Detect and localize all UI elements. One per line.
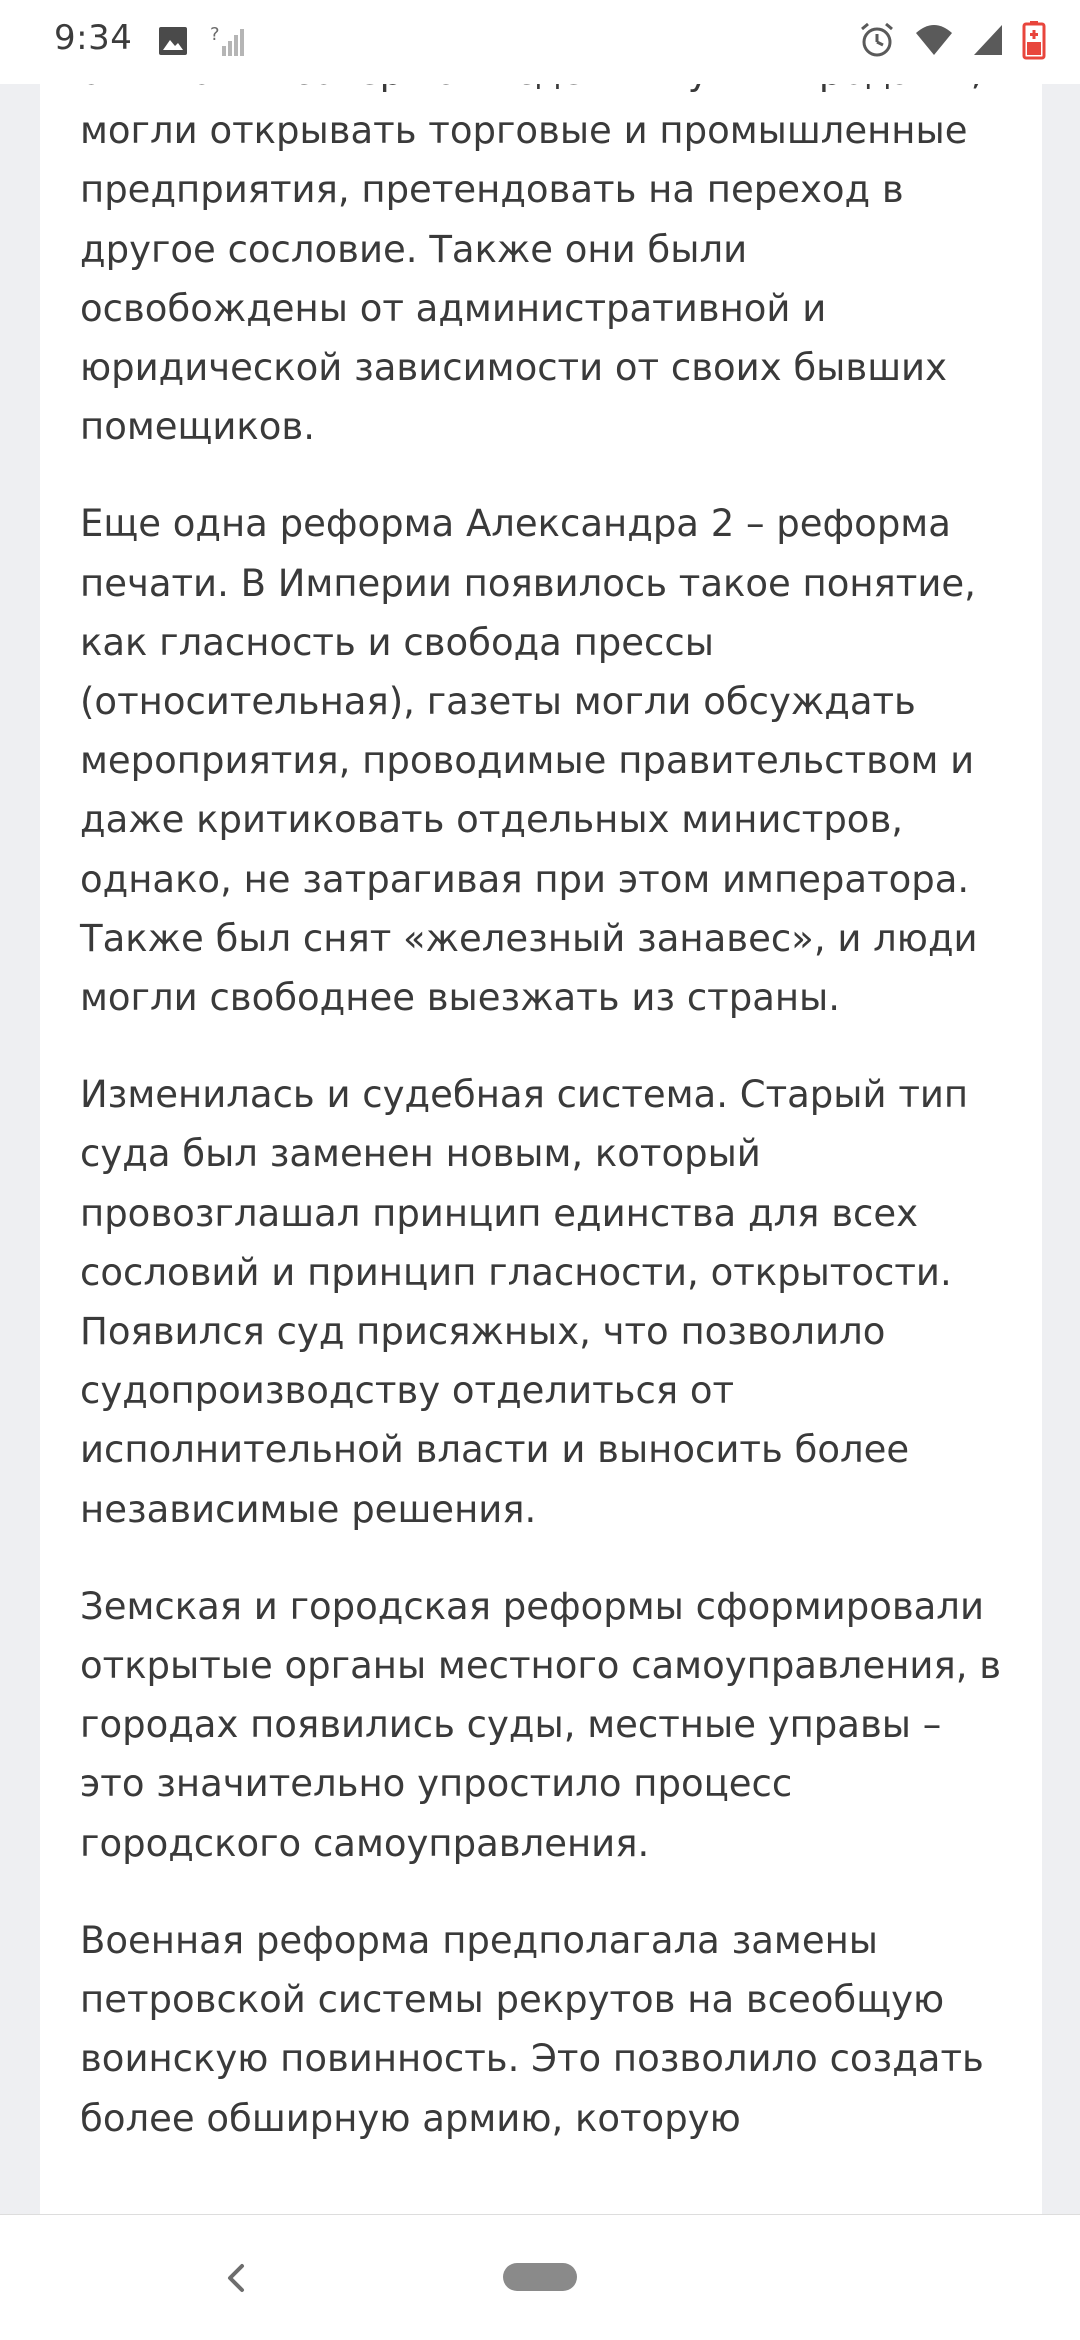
image-icon [158,26,188,60]
paragraph-press-reform: Еще одна реформа Александра 2 – реформа печати. В Империи появилось такое понятие, как гласность и свобода прессы (относительная), газеты могли обсуждать мероприятия, проводимые правительством и даже критиковать отдельных министров, однако, не затрагивая при этом императора. Также был снят «железный занавес», и люди могли свободнее выезжать из страны. [80,502,978,1020]
article-card [40,84,1042,2214]
status-time: 9:34 [54,18,133,58]
navigation-bar [0,2214,1080,2340]
alarm-icon [858,21,896,63]
signal-unknown-icon [210,24,246,62]
svg-text:?: ? [210,24,220,45]
paragraph-military-reform: Военная реформа предполагала замены петровской системы рекрутов на всеобщую воинскую повинность. Это позволило создать более обширную армию, которую [80,1918,984,2140]
paragraph-judicial-reform: Изменилась и судебная система. Старый тип суда был заменен новым, который провозглашал принцип единства для всех сословий и принцип гласности, открытости. Появился суд присяжных, что позволило судопроизводству отделиться от исполнительной власти и выносить более независимые решения. [80,1073,969,1531]
battery-icon [1022,20,1046,64]
cell-signal-icon [972,23,1004,61]
back-button[interactable] [216,2253,256,2303]
back-chevron-icon [224,2260,248,2296]
article-body [80,42,1010,2186]
paragraph-zemstvo-reform: Земская и городская реформы сформировали открытые органы местного самоуправления, в городах появились суды, местные управы – это значительно упростило процесс городского самоуправления. [80,1584,1002,1865]
status-left-icons [158,24,246,62]
paragraph-peasant-rights: могли открывать торговые и промышленные предприятия, претендовать на переход в другое сословие. Также они были освобождены от административной и юридической зависимости от своих бывших помещиков. [80,109,968,449]
status-right-icons [858,20,1046,64]
status-bar [0,0,1080,84]
wifi-icon [914,23,954,61]
home-button[interactable] [503,2263,577,2291]
